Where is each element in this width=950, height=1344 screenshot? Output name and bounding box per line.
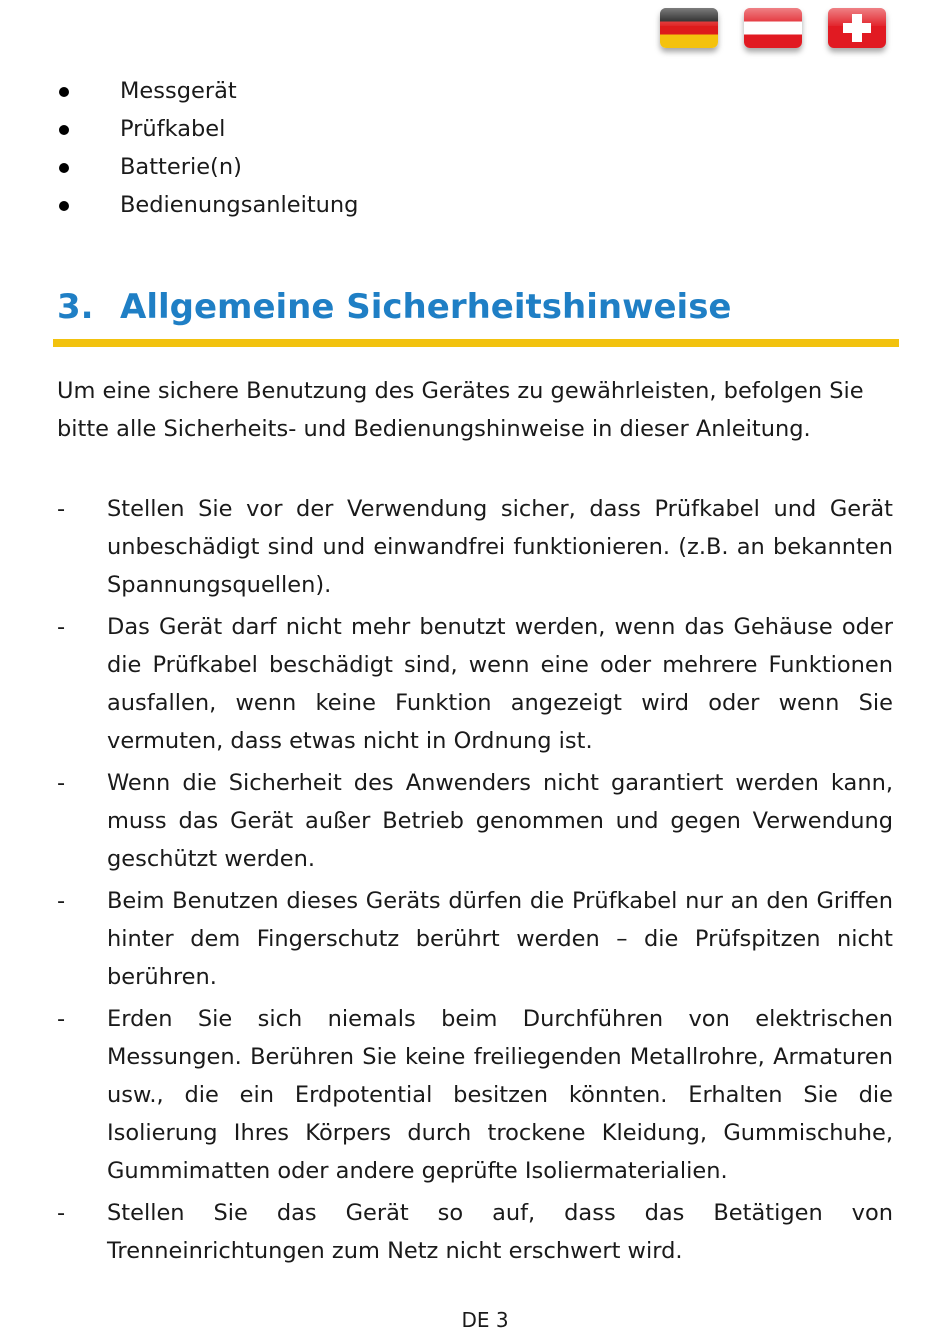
safety-item-text: Wenn die Sicherheit des Anwenders nicht garantiert werden kann, muss das Gerät außer Betrieb genommen und gegen Verwendung geschützt werden. bbox=[107, 770, 893, 872]
safety-item bbox=[57, 490, 893, 604]
dash-marker: - bbox=[57, 770, 66, 796]
safety-item bbox=[57, 608, 893, 760]
safety-item-text: Das Gerät darf nicht mehr benutzt werden, wenn das Gehäuse oder die Prüfkabel beschädigt sind, wenn eine oder mehrere Funktionen ausfallen, wenn keine Funktion angezeigt wird oder wenn Sie vermuten, dass etwas nicht in Ordnung ist. bbox=[107, 614, 893, 754]
list-item: Messgerät bbox=[57, 72, 358, 110]
dash-marker: - bbox=[57, 1200, 66, 1226]
heading-divider bbox=[53, 339, 899, 347]
section-title: Allgemeine Sicherheitshinweise bbox=[120, 287, 732, 327]
safety-item bbox=[57, 764, 893, 878]
safety-item bbox=[57, 1000, 893, 1190]
flag-germany-icon bbox=[660, 8, 718, 48]
safety-item-text: Stellen Sie vor der Verwendung sicher, dass Prüfkabel und Gerät unbeschädigt sind und einwandfrei funktionieren. (z.B. an bekannten Spannungsquellen). bbox=[107, 496, 893, 598]
list-item: Bedienungsanleitung bbox=[57, 186, 358, 224]
dash-marker: - bbox=[57, 1006, 66, 1032]
safety-list bbox=[57, 490, 893, 1274]
list-item: Prüfkabel bbox=[57, 110, 358, 148]
language-flags bbox=[660, 8, 886, 48]
flag-switzerland-icon bbox=[828, 8, 886, 48]
dash-marker: - bbox=[57, 614, 66, 640]
safety-item-text: Erden Sie sich niemals beim Durchführen von elektrischen Messungen. Berühren Sie keine freiliegenden Metallrohre, Armaturen usw., die ein Erdpotential besitzen könnten. Erhalten Sie die Isolierung Ihres Körpers durch trockene Kleidung, Gummischuhe, Gummimatten oder andere geprüfte Isoliermaterialien. bbox=[107, 1006, 893, 1184]
flag-austria-icon bbox=[744, 8, 802, 48]
safety-item bbox=[57, 882, 893, 996]
intro-paragraph: Um eine sichere Benutzung des Gerätes zu gewährleisten, befolgen Sie bitte alle Sicherheits- und Bedienungshinweise in dieser Anleitung. bbox=[57, 378, 864, 442]
safety-item bbox=[57, 1194, 893, 1270]
section-heading bbox=[57, 285, 732, 329]
list-item: Batterie(n) bbox=[57, 148, 358, 186]
dash-marker: - bbox=[57, 496, 66, 522]
dash-marker: - bbox=[57, 888, 66, 914]
page-number: DE 3 bbox=[461, 1308, 509, 1332]
safety-item-text: Beim Benutzen dieses Geräts dürfen die Prüfkabel nur an den Griffen hinter dem Fingerschutz berührt werden – die Prüfspitzen nicht berühren. bbox=[107, 888, 893, 990]
contents-list bbox=[57, 72, 358, 224]
section-number: 3. bbox=[57, 287, 94, 327]
safety-item-text: Stellen Sie das Gerät so auf, dass das Betätigen von Trenneinrichtungen zum Netz nicht erschwert wird. bbox=[107, 1200, 893, 1264]
